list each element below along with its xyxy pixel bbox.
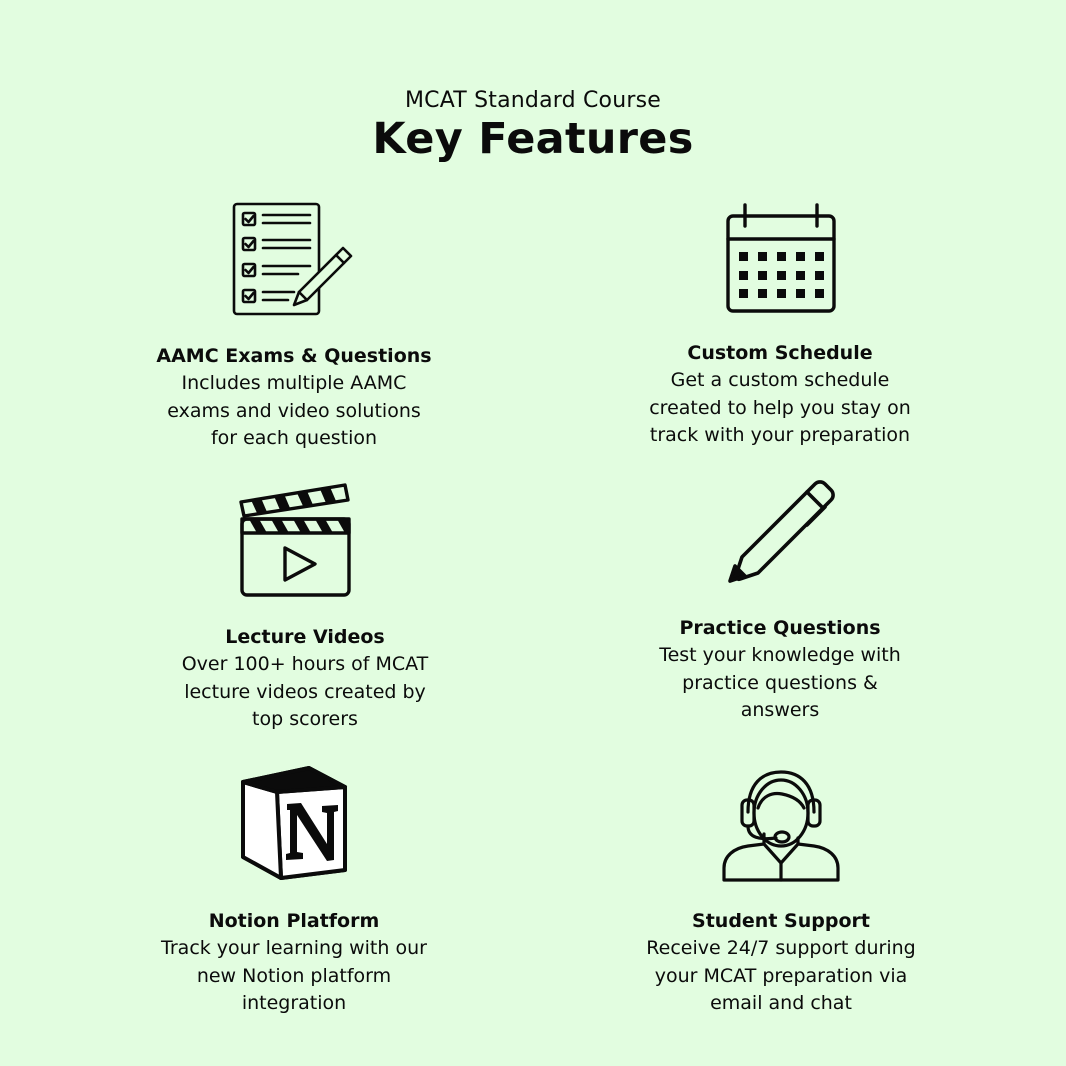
page-title: Key Features [372,114,694,164]
feature-custom-schedule [615,340,945,450]
calendar-icon [725,202,837,314]
feature-title: Practice Questions [679,617,881,639]
feature-description: Track your learning with our new Notion platform integration [161,937,427,1014]
feature-notion-platform [129,908,459,1018]
feature-description: Includes multiple AAMC exams and video solutions for each question [167,372,421,449]
feature-description: Over 100+ hours of MCAT lecture videos created by top scorers [181,653,429,730]
feature-title: Notion Platform [208,910,380,932]
course-subtitle: MCAT Standard Course [404,88,661,113]
feature-title: Custom Schedule [687,342,873,364]
notion-logo-icon [239,766,351,880]
pen-icon [725,478,839,590]
headset-support-icon [720,768,842,884]
feature-description: Test your knowledge with practice questions & answers [659,644,901,721]
feature-description: Receive 24/7 support during your MCAT preparation via email and chat [646,937,916,1014]
feature-description: Get a custom schedule created to help you stay on track with your preparation [649,369,911,446]
checklist-pencil-icon [232,202,356,318]
feature-lecture-videos [140,624,470,734]
feature-title: Lecture Videos [225,626,385,648]
feature-title: AAMC Exams & Questions [156,345,432,367]
clapperboard-icon [237,482,353,600]
feature-practice-questions [615,615,945,725]
feature-student-support [616,908,946,1018]
feature-aamc-exams [129,343,459,453]
feature-title: Student Support [692,910,870,932]
